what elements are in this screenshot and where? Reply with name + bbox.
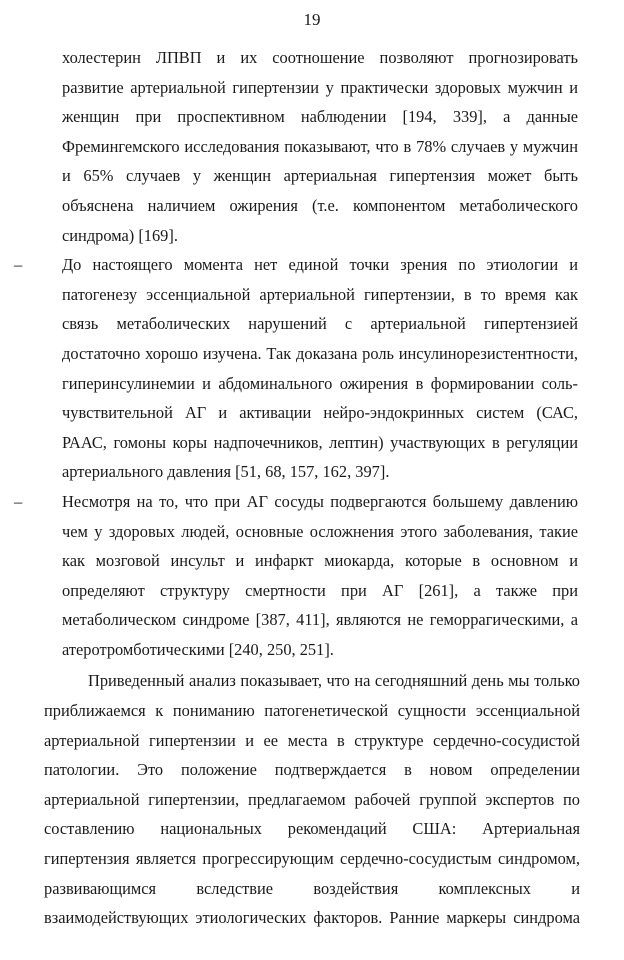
text-line: чем у здоровых людей, основные осложнения этого заболевания, такие [62,521,578,541]
text-line: атеротромботическими [240, 250, 251]. [62,639,334,659]
body-paragraph [0,666,624,932]
text-line: гипертензия является прогрессирующим сердечно-сосудистым синдромом, [44,849,580,869]
list-marker: – [14,491,23,511]
text-line: женщин при проспективном наблюдении [194, 339], а данные [62,107,578,127]
text-line: артериальной гипертензии, предлагаемом рабочей группой экспертов по [44,789,580,809]
text-line: РААС, гомоны коры надпочечников, лептин) участвующих в регуляции [62,432,578,452]
text-line: Фремингемского исследования показывают, что в 78% случаев у мужчин [62,136,578,156]
text-line: развитие артериальной гипертензии у практически здоровых мужчин и [62,77,578,97]
list-item [0,250,624,487]
list-marker: – [14,255,23,275]
text-line: патогенезу эссенциальной артериальной гипертензии, в то время как [62,284,578,304]
text-line: развивающимся вследствие воздействия комплексных и [44,878,580,898]
text-line: достаточно хорошо изучена. Так доказана роль инсулинорезистентности, [62,343,578,363]
text-line: связь метаболических нарушений с артериальной гипертензией [62,314,578,334]
bulleted-list [0,43,624,664]
text-line: чувствительной АГ и активации нейро-эндокринных систем (САС, [62,403,578,423]
text-line: холестерин ЛПВП и их соотношение позволяют прогнозировать [62,48,578,67]
text-line: взаимодействующих этиологических факторов. Ранние маркеры синдрома [44,908,580,928]
list-item [0,43,624,250]
text-line: Несмотря на то, что при АГ сосуды подвергаются большему давлению [62,491,578,511]
text-line: гиперинсулинемии и абдоминального ожирения в формировании соль- [62,373,578,393]
text-line: и 65% случаев у женщин артериальная гипертензия может быть [62,166,578,186]
body-text [0,43,624,933]
text-line: приближаемся к пониманию патогенетической сущности эссенциальной [44,701,580,721]
page-number: 19 [303,10,321,29]
text-line: артериального давления [51, 68, 157, 162, 397]. [62,462,390,482]
text-line: объяснена наличием ожирения (т.е. компонентом метаболического [62,195,578,215]
list-item [0,487,624,665]
text-line: До настоящего момента нет единой точки зрения по этиологии и [62,255,578,275]
text-line: метаболическом синдроме [387, 411], являются не геморрагическими, а [62,610,578,630]
text-line: патологии. Это положение подтверждается в новом определении [44,760,580,780]
text-line: составлению национальных рекомендаций США: Артериальная [44,819,580,839]
text-line: как мозговой инсульт и инфаркт миокарда, которые в основном и [62,551,578,571]
text-line: Приведенный анализ показывает, что на сегодняшний день мы только [88,671,580,691]
text-line: синдрома) [169]. [62,225,178,245]
text-line: артериальной гипертензии и ее места в структуре сердечно-сосудистой [44,730,580,750]
text-line: определяют структуру смертности при АГ [261], а также при [62,580,578,600]
